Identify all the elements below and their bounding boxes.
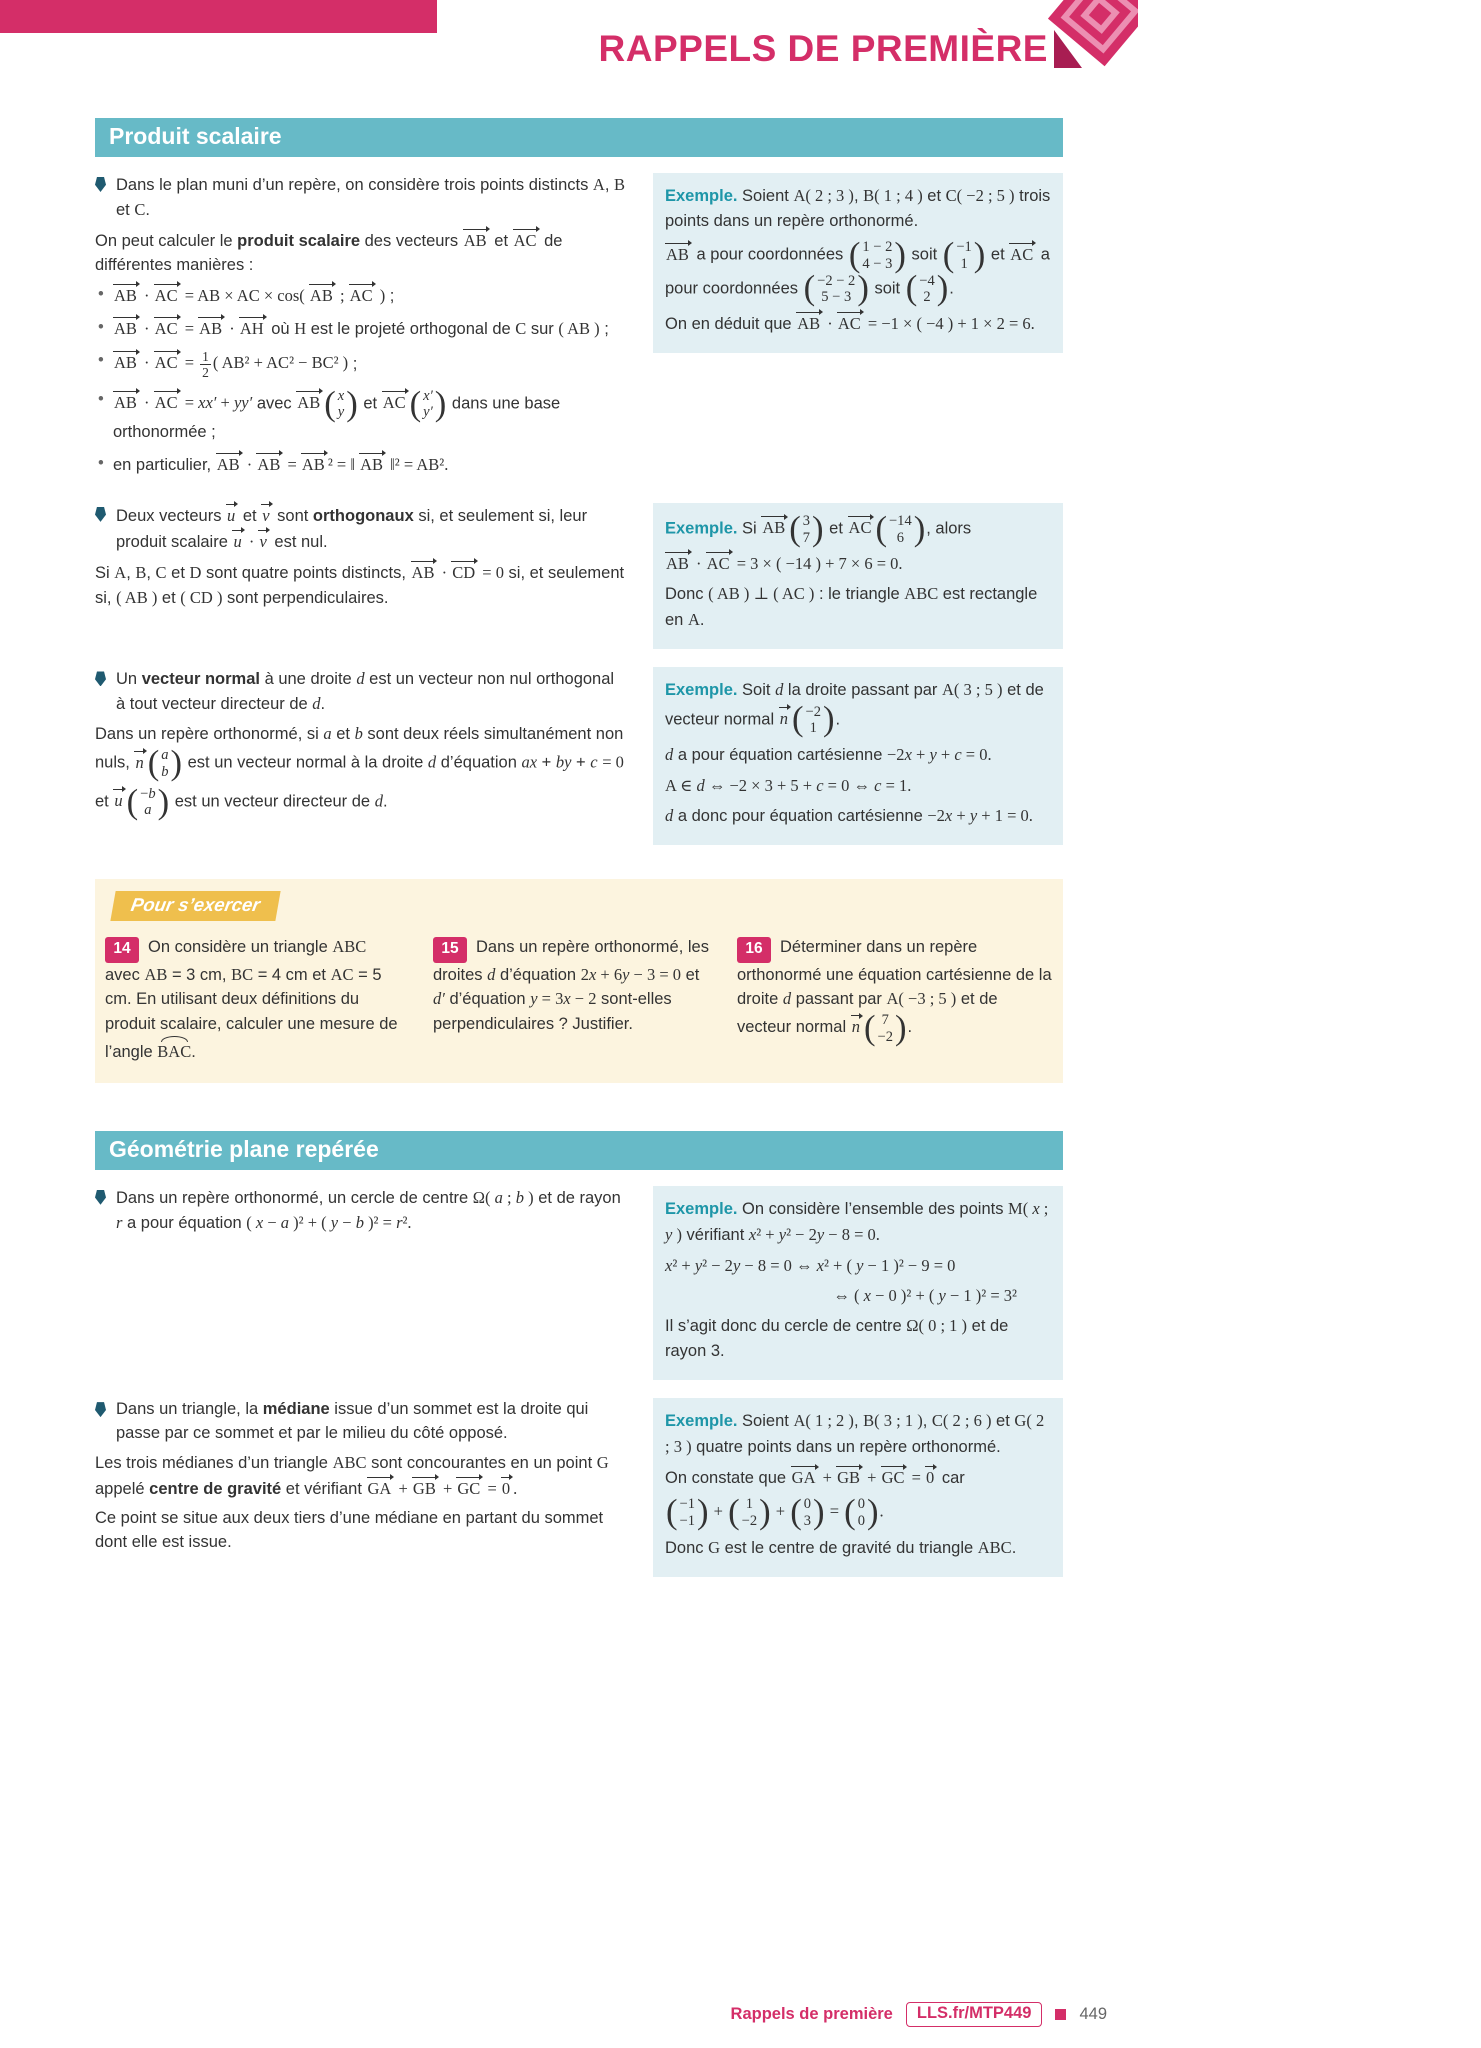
footer-chapter-label: Rappels de première — [730, 2005, 893, 2023]
paragraph: AB · AC = 3 × ( −14 ) + 7 × 6 = 0. — [665, 551, 1051, 576]
paragraph: Les trois médianes d’un triangle ABC sont concourantes en un point G appelé centre de gravité et vérifiant GA + GB + GC = 0 . — [95, 1453, 609, 1498]
page-content — [95, 118, 1063, 1595]
bullet-dot: • — [98, 453, 104, 472]
paragraph: d a pour équation cartésienne −2x + y + c = 0. — [665, 744, 992, 764]
example-box — [653, 173, 1063, 353]
bullet-item: • AB · AC = AB × AC × cos( AB ; AC ) ; — [95, 283, 627, 309]
pink-corner-pattern-icon — [1046, 0, 1138, 86]
exercise-number-badge: 14 — [105, 937, 139, 963]
paragraph: A ∈ d ⇔ −2 × 3 + 5 + c = 0 ⇔ c = 1. — [665, 775, 912, 795]
exercises-row — [105, 935, 1053, 1065]
pen-nib-icon — [95, 1190, 106, 1205]
section-header-produit-scalaire: Produit scalaire — [95, 118, 1063, 157]
lesson-column — [95, 173, 643, 485]
example-box — [653, 667, 1063, 845]
exercise-16 — [737, 935, 1053, 1065]
paragraph: Ce point se situe aux deux tiers d’une médiane en partant du sommet dont elle est issue. — [95, 1508, 604, 1551]
bullet-item: • en particulier, AB · AB = AB ² = ‖ AB ‖² = AB². — [95, 452, 627, 478]
bullet-dot: • — [98, 350, 104, 369]
lesson-column — [95, 1398, 643, 1560]
bullet-item: • AB · AC = AB · AH où H est le projeté orthogonal de C sur ( AB ) ; — [95, 316, 627, 342]
lesson-column — [95, 667, 643, 824]
exercise-text: Déterminer dans un repère orthonormé une équation cartésienne de la droite d passant par A( −3 ; 5 ) et de vecteur normal n ( 7 −2 ) . — [737, 938, 1052, 1047]
lesson-row — [95, 503, 1063, 650]
paragraph: On constate que GA + GB + GC = 0 car — [665, 1465, 1051, 1491]
page-title: RAPPELS DE PREMIÈRE — [598, 28, 1048, 69]
example-box — [653, 503, 1063, 650]
lead-paragraph: Dans le plan muni d’un repère, on considère trois points distincts A, B et C. — [95, 173, 627, 223]
lesson-column — [95, 1186, 643, 1241]
paragraph: Dans un repère orthonormé, si a et b sont deux réels simultanément non nuls, n ( a b ) est un vecteur normal à la droite d d’équation ax + by + c = 0 — [95, 724, 624, 783]
pen-nib-icon — [95, 177, 106, 192]
paragraph: On en déduit que AB · AC = −1 × ( −4 ) + 1 × 2 = 6. — [665, 311, 1051, 337]
exercise-15 — [433, 935, 709, 1065]
example-box — [653, 1398, 1063, 1577]
lead-paragraph: Deux vecteurs u et v sont orthogonaux si, et seulement si, leur produit scalaire u · v est nul. — [95, 503, 627, 555]
footer-page-number: 449 — [1079, 2005, 1107, 2023]
page-footer — [95, 2002, 1107, 2027]
exercise-number-badge: 16 — [737, 937, 771, 963]
lesson-row — [95, 667, 1063, 845]
lead-paragraph: Un vecteur normal à une droite d est un vecteur non nul orthogonal à tout vecteur directeur de d. — [95, 667, 627, 717]
lesson-row — [95, 1398, 1063, 1577]
bullet-dot: • — [98, 389, 104, 408]
paragraph: Il s’agit donc du cercle de centre Ω( 0 ; 1 ) et de rayon 3. — [665, 1316, 1009, 1361]
footer-square-marker — [1055, 2009, 1066, 2020]
lesson-column — [95, 503, 643, 616]
lesson-row — [95, 173, 1063, 485]
exercise-14 — [105, 935, 405, 1065]
bullet-dot: • — [98, 317, 104, 336]
paragraph: Exemple. Si AB ( 3 7 ) et AC ( −14 6 ) , alors — [665, 509, 972, 548]
pen-nib-icon — [95, 1402, 106, 1417]
paragraph: Si A, B, C et D sont quatre points distincts, AB · CD = 0 si, et seulement si, ( AB ) et ( CD ) sont perpendiculaires. — [95, 560, 627, 611]
paragraph: x² + y² − 2y − 8 = 0 ⇔ x² + ( y − 1 )² − 9 = 0 — [665, 1255, 956, 1275]
paragraph: On peut calculer le produit scalaire des vecteurs AB et AC de différentes manières : — [95, 228, 627, 278]
section-header-geometrie-plane: Géométrie plane repérée — [95, 1131, 1063, 1170]
paragraph: et u ( −b a ) est un vecteur directeur de d. — [95, 782, 388, 821]
pour-sexercer-badge: Pour s’exercer — [110, 891, 280, 921]
pen-nib-icon — [95, 507, 106, 522]
paragraph: Exemple. Soient A( 2 ; 3 ), B( 1 ; 4 ) et C( −2 ; 5 ) trois points dans un repère orthonormé. — [665, 186, 1051, 231]
paragraph: ⇔ ( x − 0 )² + ( y − 1 )² = 3² — [833, 1285, 1017, 1305]
paragraph: d a donc pour équation cartésienne −2x + y + 1 = 0. — [665, 806, 1033, 826]
paragraph: AB a pour coordonnées ( 1 − 2 4 − 3 ) soit ( −1 1 ) et AC a pour coordonnées ( −2 − 2 5 − 3 ) soit ( −4 2 ) . — [665, 236, 1050, 308]
bullet-item: • AB · AC = xx′ + yy′ avec AB ( x y ) et AC ( x′ y′ ) dans une base orthonormée ; — [95, 388, 627, 445]
exercise-text: Dans un repère orthonormé, les droites d d’équation 2x + 6y − 3 = 0 et d′ d’équation y = 3x − 2 sont-elles perpendiculaires ? Justifier. — [433, 938, 709, 1033]
bullet-item: • AB · AC = $\frac{1}{2}$ ( AB² + AC² − BC² ) ; — [95, 349, 627, 381]
exercise-text: On considère un triangle ABC avec AB = 3 cm, BC = 4 cm et AC = 5 cm. En utilisant deux définitions du produit scalaire, calculer une mesure de l’angle BAC. — [105, 938, 398, 1061]
paragraph: Donc ( AB ) ⊥ ( AC ) : le triangle ABC est rectangle en A. — [665, 584, 1038, 630]
lead-paragraph: Dans un triangle, la médiane issue d’un sommet est la droite qui passe par ce sommet et par le milieu du côté opposé. — [95, 1398, 627, 1446]
paragraph: Donc G est le centre de gravité du triangle ABC. — [665, 1537, 1017, 1557]
exercises-panel — [95, 879, 1063, 1083]
paragraph: Exemple. Soit d la droite passant par A( 3 ; 5 ) et de vecteur normal n ( −2 1 ) . — [665, 680, 1044, 739]
corner-decoration — [1046, 0, 1138, 86]
paragraph: ( −1 −1 ) + ( 1 −2 ) + ( 0 3 ) = ( 0 0 ) . — [666, 1493, 884, 1532]
exercise-number-badge: 15 — [433, 937, 467, 963]
pen-nib-icon — [95, 671, 106, 686]
footer-link-code[interactable]: LLS.fr/MTP449 — [906, 2002, 1043, 2027]
bullet-dot: • — [98, 284, 104, 303]
example-box — [653, 1186, 1063, 1380]
lead-paragraph: Dans un repère orthonormé, un cercle de centre Ω( a ; b ) et de rayon r a pour équation ( x − a )² + ( y − b )² = r². — [95, 1186, 627, 1236]
lesson-row — [95, 1186, 1063, 1380]
paragraph: Exemple. On considère l’ensemble des points M( x ; y ) vérifiant x² + y² − 2y − 8 = 0. — [665, 1198, 1049, 1244]
paragraph: Exemple. Soient A( 1 ; 2 ), B( 3 ; 1 ), C( 2 ; 6 ) et G( 2 ; 3 ) quatre points dans un repère orthonormé. — [665, 1411, 1045, 1457]
